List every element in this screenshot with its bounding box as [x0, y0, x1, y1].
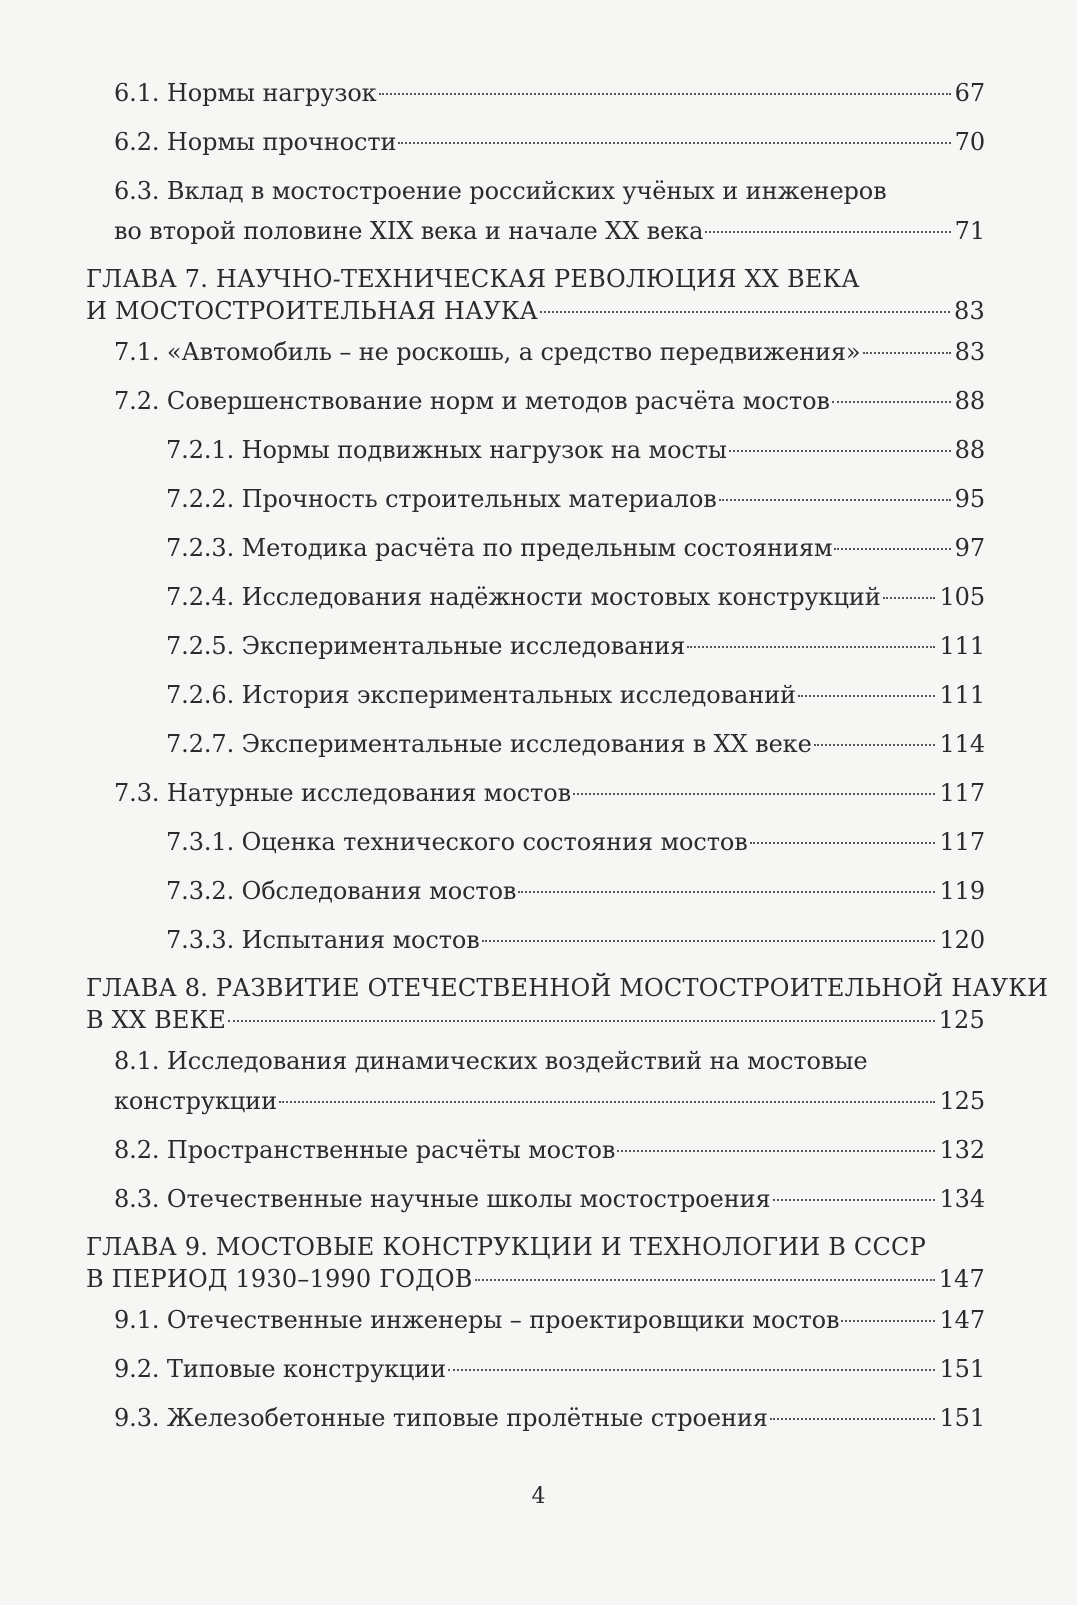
toc-entry-page: 134	[939, 1185, 985, 1213]
toc-entry-page: 88	[954, 436, 985, 464]
toc-entry-9-3[interactable]	[114, 1403, 985, 1433]
dot-leader	[573, 793, 935, 795]
toc-chapter-9[interactable]	[86, 1264, 985, 1294]
dot-leader	[773, 1199, 936, 1201]
toc-entry-page: 114	[939, 730, 985, 758]
toc-entry-6-3-line1[interactable]: 6.3. Вклад в мостостроение российских учёных и инженеров	[114, 177, 887, 205]
toc-entry-page: 120	[939, 926, 985, 954]
toc-entry-page: 83	[954, 338, 985, 366]
toc-entry-page: 151	[939, 1355, 985, 1383]
toc-entry-page: 125	[939, 1087, 985, 1115]
toc-entry-7-3-1[interactable]	[166, 827, 985, 857]
toc-entry-title: 7.2. Совершенствование норм и методов расчёта мостов	[114, 387, 830, 415]
dot-leader	[398, 142, 950, 144]
toc-entry-page: 88	[954, 387, 985, 415]
toc-entry-page: 95	[954, 485, 985, 513]
toc-entry-title: 7.3.3. Испытания мостов	[166, 926, 480, 954]
toc-entry-title: 6.2. Нормы прочности	[114, 128, 397, 156]
toc-entry-title: 7.1. «Автомобиль – не роскошь, а средство передвижения»	[114, 338, 861, 366]
toc-entry-title: во второй половине XIX века и начале XX века	[114, 217, 704, 245]
toc-entry-title: конструкции	[114, 1087, 277, 1115]
toc-entry-page: 111	[939, 632, 985, 660]
toc-entry-title: 8.2. Пространственные расчёты мостов	[114, 1136, 616, 1164]
toc-entry-8-3[interactable]	[114, 1184, 985, 1214]
toc-entry-title: И МОСТОСТРОИТЕЛЬНАЯ НАУКА	[86, 297, 539, 325]
toc-entry-7-3-3[interactable]	[166, 925, 985, 955]
dot-leader	[448, 1369, 935, 1371]
toc-entry-7-3[interactable]	[114, 778, 985, 808]
toc-entry-8-1-line1[interactable]: 8.1. Исследования динамических воздействий на мостовые	[114, 1047, 868, 1075]
dot-leader	[687, 646, 935, 648]
toc-entry-page: 111	[939, 681, 985, 709]
toc-entry-title: 7.3. Натурные исследования мостов	[114, 779, 571, 807]
page-number: 4	[531, 1484, 546, 1509]
toc-entry-6-3[interactable]	[114, 216, 985, 246]
dot-leader	[279, 1101, 936, 1103]
dot-leader	[540, 311, 950, 313]
dot-leader	[482, 940, 936, 942]
toc-entry-page: 147	[938, 1265, 985, 1293]
toc-entry-7-2-1[interactable]	[166, 435, 985, 465]
dot-leader	[228, 1020, 934, 1022]
dot-leader	[834, 548, 950, 550]
toc-entry-6-2[interactable]	[114, 127, 985, 157]
toc-entry-page: 70	[954, 128, 985, 156]
toc-entry-title: 7.3.1. Оценка технического состояния мостов	[166, 828, 748, 856]
toc-entry-7-2[interactable]	[114, 386, 985, 416]
toc-entry-title: 9.1. Отечественные инженеры – проектировщики мостов	[114, 1306, 840, 1334]
dot-leader	[617, 1150, 935, 1152]
toc-entry-page: 119	[939, 877, 985, 905]
dot-leader	[863, 352, 951, 354]
toc-chapter-8[interactable]	[86, 1005, 985, 1035]
toc-entry-7-3-2[interactable]	[166, 876, 985, 906]
toc-chapter-9-line1[interactable]: ГЛАВА 9. МОСТОВЫЕ КОНСТРУКЦИИ И ТЕХНОЛОГИИ В СССР	[86, 1233, 926, 1261]
toc-entry-page: 117	[939, 779, 985, 807]
toc-entry-page: 147	[939, 1306, 985, 1334]
toc-entry-page: 125	[938, 1006, 985, 1034]
toc-entry-7-1[interactable]	[114, 337, 985, 367]
toc-entry-7-2-3[interactable]	[166, 533, 985, 563]
toc-entry-title: 6.1. Нормы нагрузок	[114, 79, 377, 107]
toc-entry-title: 7.2.6. История экспериментальных исследований	[166, 681, 796, 709]
toc-entry-page: 71	[954, 217, 985, 245]
dot-leader	[814, 744, 936, 746]
toc-entry-9-1[interactable]	[114, 1305, 985, 1335]
dot-leader	[705, 231, 950, 233]
toc-entry-page: 151	[939, 1404, 985, 1432]
dot-leader	[883, 597, 936, 599]
toc-entry-title: 7.2.2. Прочность строительных материалов	[166, 485, 717, 513]
toc-entry-title: В XX ВЕКЕ	[86, 1006, 227, 1034]
toc-entry-page: 83	[954, 297, 985, 325]
dot-leader	[475, 1279, 935, 1281]
dot-leader	[719, 499, 951, 501]
toc-entry-6-1[interactable]	[114, 78, 985, 108]
toc-entry-title: 9.2. Типовые конструкции	[114, 1355, 446, 1383]
toc-entry-7-2-4[interactable]	[166, 582, 985, 612]
toc-entry-page: 97	[954, 534, 985, 562]
dot-leader	[798, 695, 936, 697]
dot-leader	[841, 1320, 935, 1322]
toc-entry-8-1[interactable]	[114, 1086, 985, 1116]
dot-leader	[729, 450, 951, 452]
toc-entry-title: 8.3. Отечественные научные школы мостостроения	[114, 1185, 771, 1213]
toc-entry-title: В ПЕРИОД 1930–1990 ГОДОВ	[86, 1265, 473, 1293]
dot-leader	[750, 842, 936, 844]
toc-entry-7-2-6[interactable]	[166, 680, 985, 710]
dot-leader	[518, 891, 935, 893]
toc-entry-page: 132	[939, 1136, 985, 1164]
toc-entry-title: 7.2.3. Методика расчёта по предельным состояниям	[166, 534, 833, 562]
toc-entry-8-2[interactable]	[114, 1135, 985, 1165]
toc-entry-title: 7.3.2. Обследования мостов	[166, 877, 517, 905]
toc-chapter-7[interactable]	[86, 296, 985, 326]
toc-entry-title: 9.3. Железобетонные типовые пролётные строения	[114, 1404, 768, 1432]
toc-entry-9-2[interactable]	[114, 1354, 985, 1384]
toc-entry-page: 67	[954, 79, 985, 107]
toc-entry-title: 7.2.5. Экспериментальные исследования	[166, 632, 686, 660]
dot-leader	[770, 1418, 936, 1420]
toc-entry-title: 7.2.4. Исследования надёжности мостовых конструкций	[166, 583, 881, 611]
toc-entry-7-2-5[interactable]	[166, 631, 985, 661]
toc-entry-title: 7.2.7. Экспериментальные исследования в XX веке	[166, 730, 812, 758]
toc-entry-7-2-7[interactable]	[166, 729, 985, 759]
dot-leader	[379, 93, 951, 95]
toc-entry-page: 117	[939, 828, 985, 856]
toc-chapter-7-line1[interactable]: ГЛАВА 7. НАУЧНО-ТЕХНИЧЕСКАЯ РЕВОЛЮЦИЯ XX ВЕКА	[86, 265, 860, 293]
dot-leader	[832, 401, 951, 403]
toc-chapter-8-line1[interactable]: ГЛАВА 8. РАЗВИТИЕ ОТЕЧЕСТВЕННОЙ МОСТОСТРОИТЕЛЬНОЙ НАУКИ	[86, 974, 1049, 1002]
toc-entry-7-2-2[interactable]	[166, 484, 985, 514]
toc-entry-page: 105	[939, 583, 985, 611]
toc-entry-title: 7.2.1. Нормы подвижных нагрузок на мосты	[166, 436, 727, 464]
